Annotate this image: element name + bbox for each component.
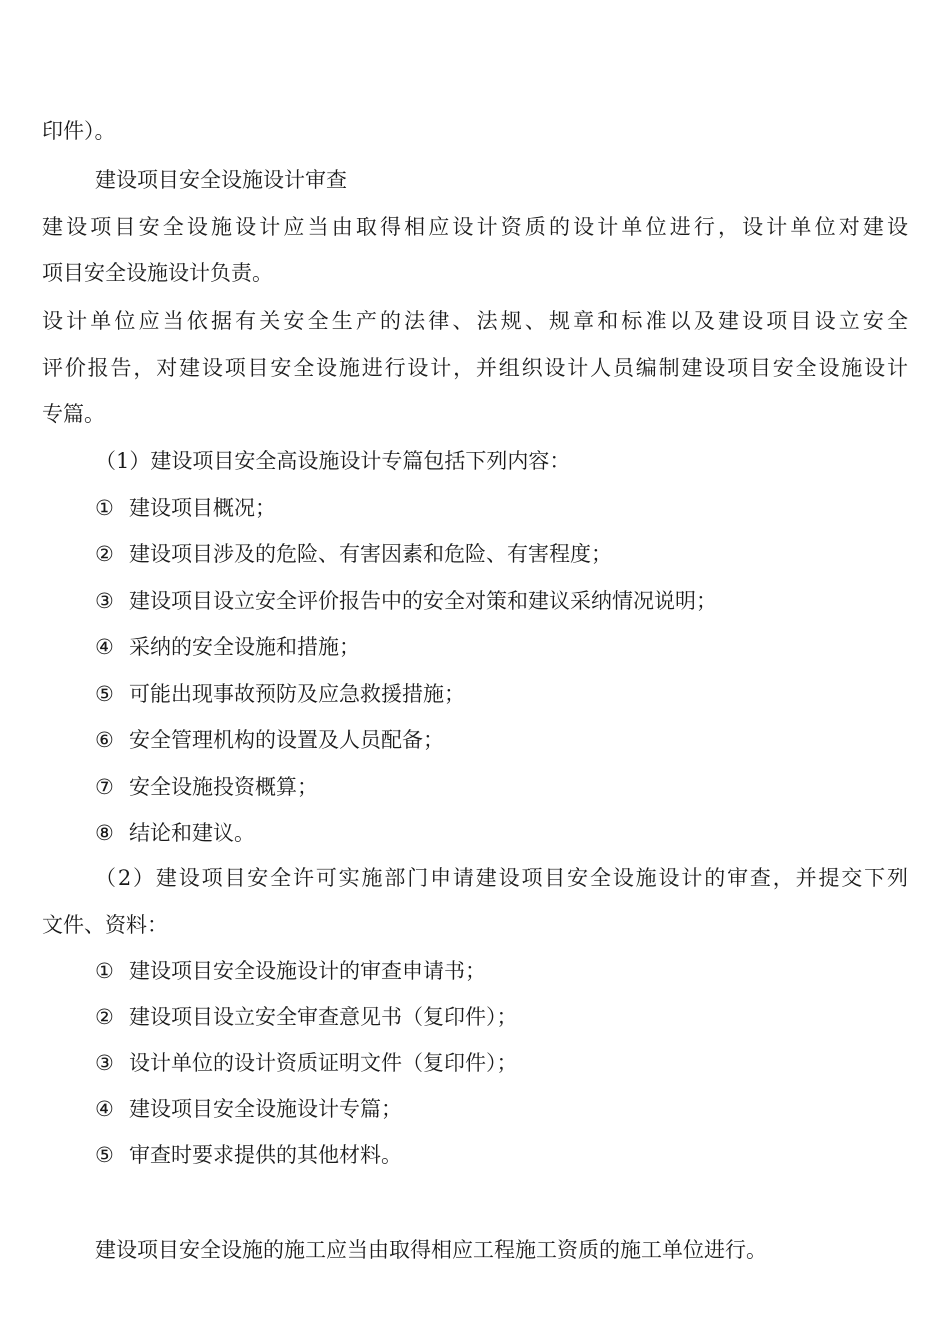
list-text: 建设项目安全设施设计专篇； [129,1097,402,1121]
list-number: ① [95,496,114,520]
list-text: 建设项目设立安全评价报告中的安全对策和建议采纳情况说明； [129,589,717,613]
list-item [95,957,486,985]
list-item [95,1049,518,1077]
list-number: ⑦ [95,775,114,799]
list-text: 可能出现事故预防及应急救援措施； [129,682,465,706]
list-item [95,1003,518,1031]
list-text: 建设项目设立安全审查意见书（复印件）； [129,1005,518,1029]
list-number: ⑥ [95,728,114,752]
list-text: 建设项目安全设施设计的审查申请书； [129,959,486,983]
list-item [95,726,444,754]
list-item [95,540,612,568]
list-number: ③ [95,589,114,613]
list-text: 采纳的安全设施和措施； [129,635,360,659]
section-2-intro-line-2: 文件、资料： [42,913,168,937]
list-text: 结论和建议。 [129,821,255,845]
list-number: ① [95,959,114,983]
list-number: ⑧ [95,821,114,845]
list-number: ⑤ [95,1143,114,1167]
list-number: ④ [95,1097,114,1121]
paragraph-1-line-1: 建设项目安全设施设计应当由取得相应设计资质的设计单位进行，设计单位对建设 [42,215,908,239]
list-text: 建设项目概况； [129,496,276,520]
list-number: ② [95,1005,114,1029]
list-text: 安全管理机构的设置及人员配备； [129,728,444,752]
list-item [95,680,465,708]
list-text: 安全设施投资概算； [129,775,318,799]
list-item [95,819,255,847]
closing-paragraph: 建设项目安全设施的施工应当由取得相应工程施工资质的施工单位进行。 [95,1238,767,1262]
paragraph-2-line-1: 设计单位应当依据有关安全生产的法律、法规、规章和标准以及建设项目设立安全 [42,309,908,333]
paragraph-2-line-2: 评价报告，对建设项目安全设施进行设计，并组织设计人员编制建设项目安全设施设计 [42,356,908,380]
list-number: ④ [95,635,114,659]
list-number: ② [95,542,114,566]
list-text: 建设项目涉及的危险、有害因素和危险、有害程度； [129,542,612,566]
paragraph-1-line-2: 项目安全设施设计负责。 [42,261,273,285]
list-item [95,587,717,615]
list-text: 审查时要求提供的其他材料。 [129,1143,402,1167]
list-item [95,494,276,522]
paragraph-2-line-3: 专篇。 [42,402,105,426]
list-item [95,773,318,801]
section-1-intro: （1）建设项目安全高设施设计专篇包括下列内容： [95,449,571,473]
list-number: ⑤ [95,682,114,706]
paragraph-tail: 印件）。 [42,119,116,143]
list-number: ③ [95,1051,114,1075]
list-item [95,1141,402,1169]
list-item [95,633,360,661]
list-text: 设计单位的设计资质证明文件（复印件）； [129,1051,518,1075]
list-item [95,1095,402,1123]
section-2-intro-line-1: （2）建设项目安全许可实施部门申请建设项目安全设施设计的审查，并提交下列 [95,866,908,890]
section-heading: 建设项目安全设施设计审查 [95,168,347,192]
